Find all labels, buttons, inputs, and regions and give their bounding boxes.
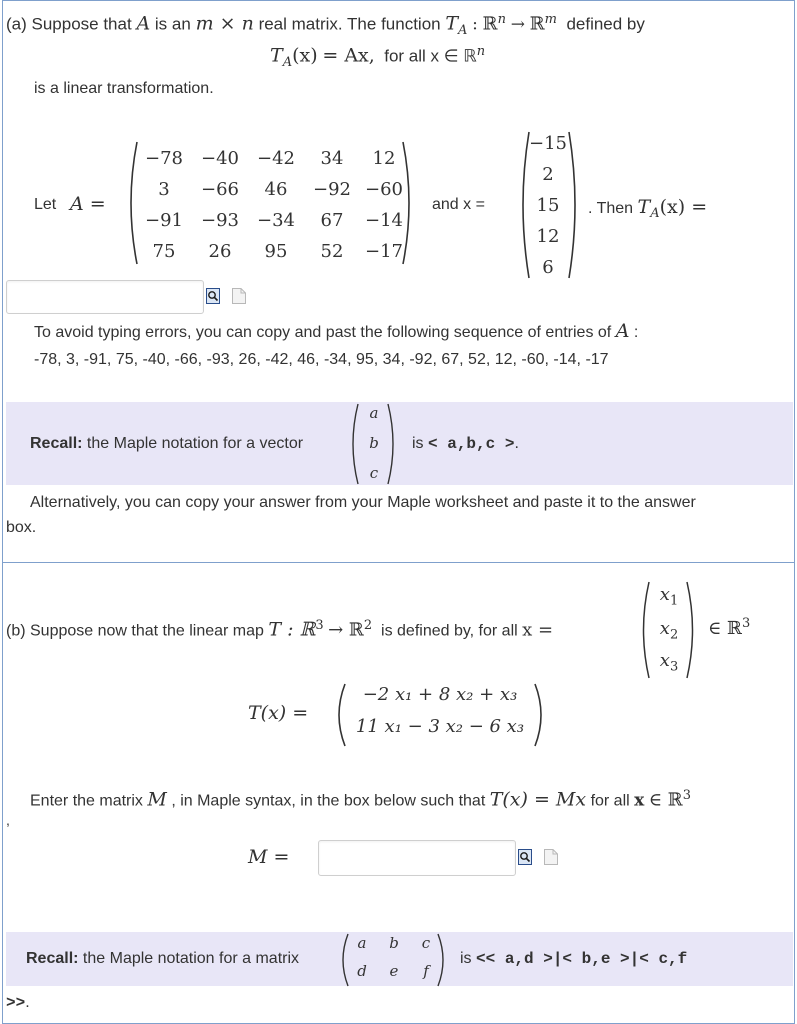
matrix-a-cell: 3 [158, 179, 170, 200]
tx-row-2: 11 x₁ − 3 x₂ − 6 x₃ [355, 716, 525, 737]
let-text: Let [34, 196, 57, 213]
tx-equals: T(x) = [248, 702, 309, 724]
matrix-a-cell: −34 [257, 210, 295, 231]
answer-input-b[interactable] [318, 840, 516, 876]
recall-matrix-code-end: >>. [6, 994, 30, 1012]
vector-x-right-paren [566, 130, 584, 280]
recall-vec-right-paren [386, 402, 400, 486]
part-b-vector-left-paren [636, 580, 652, 680]
part-b-intro: (b) Suppose now that the linear map T : ℝ$^3$ → ℝ$^2$ is defined by, for all x = [6, 618, 554, 641]
matrix-a-cell: 75 [152, 241, 176, 262]
matrix-a-cell: 52 [320, 241, 344, 262]
matrix-a-left-paren [122, 140, 140, 266]
matrix-a-cell: 26 [208, 241, 232, 262]
recall-vec-b: b [369, 434, 379, 452]
tx-left-paren [330, 682, 348, 748]
matrix-a-cell: 34 [320, 148, 344, 169]
vec-x2: $x_2$ [659, 618, 679, 643]
vec-x1: $x_1$ [659, 584, 679, 609]
preview-icon[interactable] [206, 288, 220, 304]
copy-instruction: To avoid typing errors, you can copy and past the following sequence of entries of A : [34, 320, 639, 342]
part-a-intro: (a) Suppose that A is an m × n real matrix. The function $T_A$ : ℝ$^n$ → ℝ$^m$ defined by [6, 12, 645, 39]
matrix-a-cell: −60 [365, 179, 403, 200]
matrix-a-cell: −93 [201, 210, 239, 231]
matrix-a-cell: −17 [365, 241, 403, 262]
matrix-a-cell: −66 [201, 179, 239, 200]
linear-transformation-text: is a linear transformation. [34, 80, 214, 97]
vector-x-cell: 12 [536, 226, 560, 247]
recall-mat-right-paren [436, 932, 450, 988]
m-equals: M = [248, 846, 290, 868]
recall-vec-a: a [369, 404, 379, 422]
document-icon[interactable] [544, 849, 558, 865]
vector-x-cell: 2 [542, 164, 554, 185]
vector-x-cell: 6 [542, 257, 554, 278]
recall-matrix-is: is << a,d >|< b,e >|< c,f [460, 950, 688, 968]
matrix-a-cell: 46 [264, 179, 288, 200]
recall-matrix-cell: b [389, 934, 399, 952]
preview-icon[interactable] [518, 849, 532, 865]
alternative-text-1: Alternatively, you can copy your answer from your Maple worksheet and paste it to the answer [30, 494, 696, 511]
recall-matrix-cell: d [357, 962, 367, 980]
matrix-a-cell: −92 [313, 179, 351, 200]
recall-matrix-cell: a [357, 934, 367, 952]
tx-row-1: −2 x₁ + 8 x₂ + x₃ [362, 684, 518, 705]
recall-vec-c: c [369, 464, 379, 482]
recall-matrix-cell: e [389, 962, 399, 980]
matrix-a-cell: −78 [145, 148, 183, 169]
vec-x3: $x_3$ [659, 650, 679, 675]
vector-x-cell: −15 [529, 133, 567, 154]
recall-matrix-cell: f [423, 962, 429, 980]
matrix-a-cell: −14 [365, 210, 403, 231]
document-icon[interactable] [232, 288, 246, 304]
part-divider [2, 562, 795, 563]
part-b-vector-right-paren [684, 580, 700, 680]
matrix-a-cell: 95 [264, 241, 288, 262]
matrix-a-cell: 67 [320, 210, 344, 231]
part-a-definition: $T_A(x) = Ax$, for all x ∈ ℝ$^n$ [270, 44, 486, 71]
matrix-a-cell: −40 [201, 148, 239, 169]
then-text: . Then $T_A(x)$ = [588, 196, 708, 222]
a-equals: A = [70, 193, 106, 215]
answer-input-a[interactable] [6, 280, 204, 314]
alternative-text-2: box. [6, 519, 37, 536]
and-x-text: and x = [432, 196, 485, 213]
matrix-a-cell: 12 [372, 148, 396, 169]
matrix-a-cell: −91 [145, 210, 183, 231]
recall-matrix-text: Recall: the Maple notation for a matrix [26, 950, 300, 967]
vector-x-cell: 15 [536, 195, 560, 216]
stray-comma: , [6, 812, 10, 828]
entries-list: -78, 3, -91, 75, -40, -66, -93, 26, -42, 46, -34, 95, 34, -92, 67, 52, 12, -60, -14, -17 [34, 351, 609, 368]
recall-matrix-cell: c [421, 934, 431, 952]
recall-vec-left-paren [346, 402, 360, 486]
recall-vector-code: is < a,b,c >. [412, 435, 519, 453]
tx-right-paren [532, 682, 550, 748]
matrix-a-cell: −42 [257, 148, 295, 169]
enter-matrix-text: Enter the matrix M , in Maple syntax, in the box below such that T(x) = Mx for all x ∈ ℝ$^3$ [30, 788, 692, 811]
recall-mat-left-paren [336, 932, 350, 988]
in-r3: ∈ ℝ$^3$ [708, 616, 751, 639]
recall-vector-text: Recall: the Maple notation for a vector [30, 435, 304, 452]
